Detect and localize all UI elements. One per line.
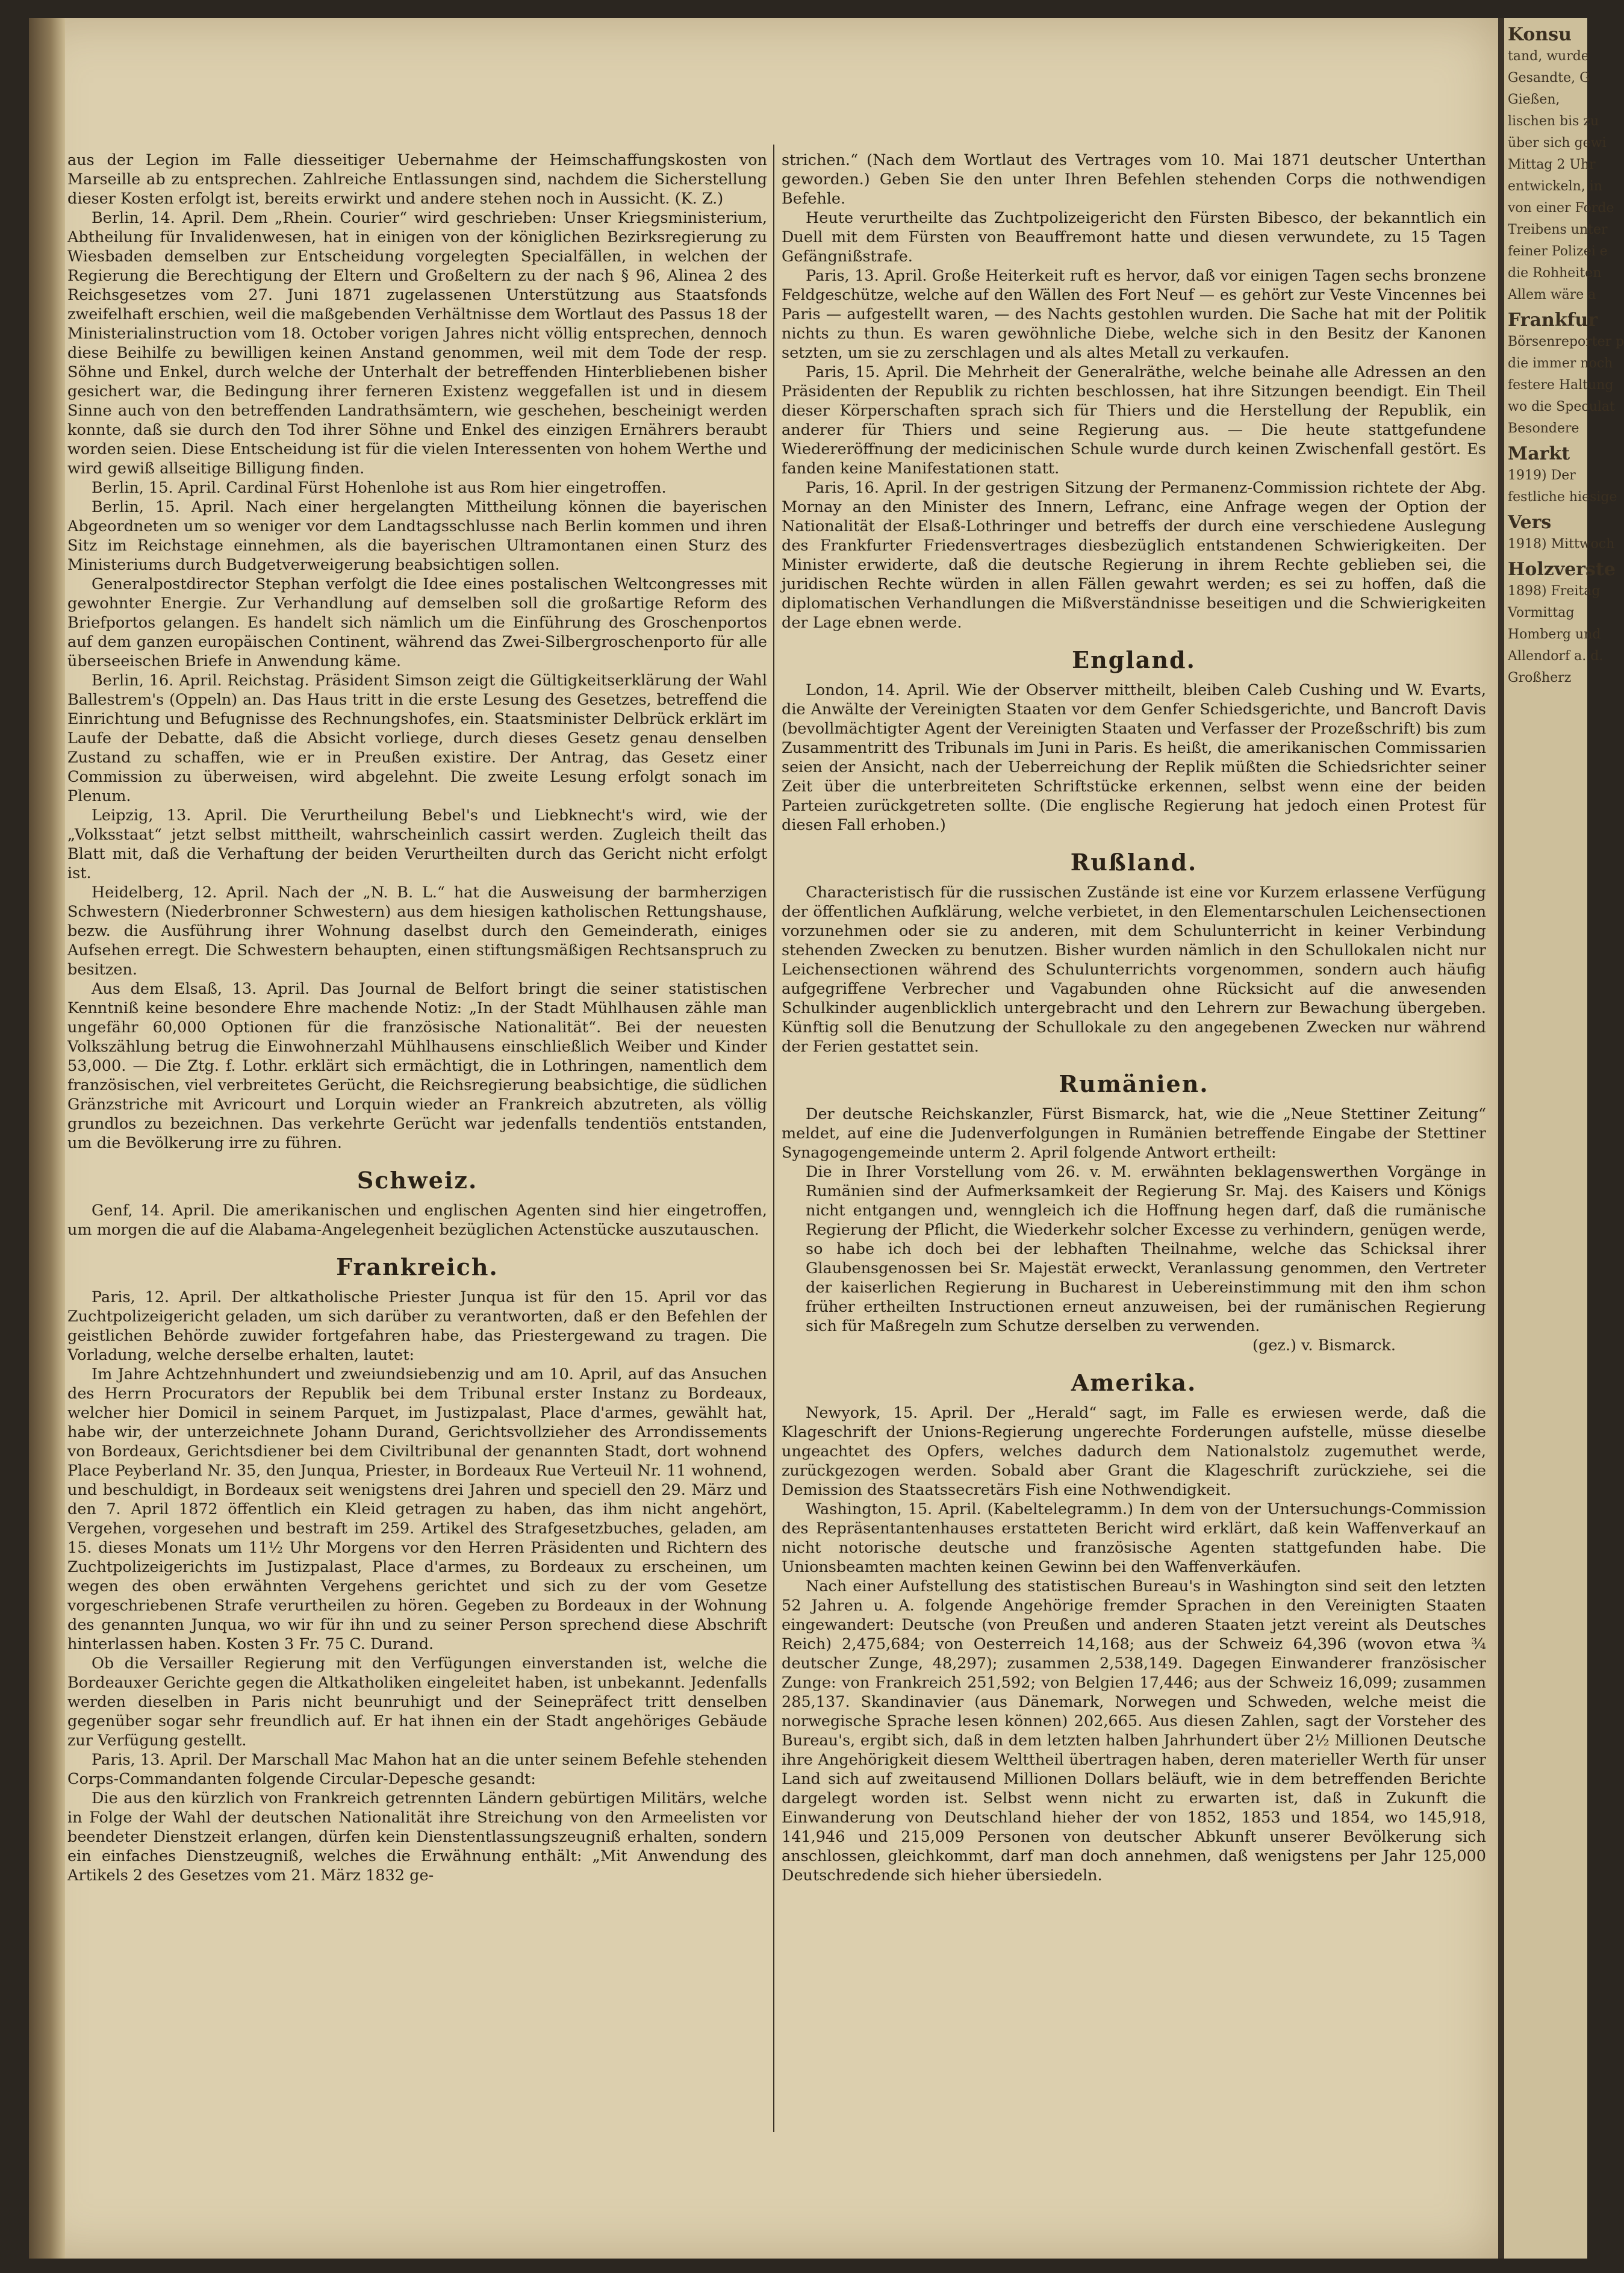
adjacent-page-edge	[1498, 18, 1624, 2259]
section-heading: Schweiz.	[356, 1167, 478, 1194]
article-paragraph: Paris, 12. April. Der altkatholische Priester Junqua ist für den 15. April vor das Zuchtpolizeigericht geladen, um sich darüber zu verantworten, daß er den Befehlen der geistlichen Behörde zuwider fortgefahren habe, das Priestergewand zu tragen. Die Vorladung, welche derselbe erhalten, lautet:	[67, 1288, 767, 1364]
article-paragraph: Aus dem Elsaß, 13. April. Das Journal de Belfort bringt die seiner statistischen Kenntniß keine besondere Ehre machende Notiz: „In der Stadt Mühlhausen zähle man ungefähr 60,000 Optionen für die französische Nationalität“. Bei der neuesten Volkszählung betrug die Einwohnerzahl Mühlhausens einschließlich Weiber und Kinder 53,000. — Die Ztg. f. Lothr. erklärt sich ermächtigt, die in Lothringen, namentlich dem französischen, viel verbreitetes Gerücht, die Reichsregierung beabsichtige, die südlichen Gränzstriche mit Avricourt und Lorquin wieder an Frankreich abzutreten, als völlig grundlos zu bezeichnen. Das verkehrte Gerücht war jedenfalls tendentiös entstanden, um die Bevölkerung irre zu führen.	[67, 980, 767, 1152]
adjacent-page-fragment: Treibens unter	[1508, 222, 1608, 237]
adjacent-page-fragment: 1919) Der	[1508, 468, 1576, 483]
article-paragraph: Berlin, 15. April. Cardinal Fürst Hohenlohe ist aus Rom hier eingetroffen.	[92, 479, 667, 497]
article-paragraph: Im Jahre Achtzehnhundert und zweiundsiebenzig und am 10. April, auf das Ansuchen des Herrn Procurators der Republik bei dem Tribunal erster Instanz zu Bordeaux, welcher hier Domicil in seinem Parquet, im Justizpalast, Place d'armes, gewählt hat, habe wir, der unterzeichnete Johann Durand, Gerichtsvollzieher des Arrondissements von Bordeaux, Gerichtsdiener bei dem Civiltribunal der genannten Stadt, dort wohnend Place Peyberland Nr. 35, den Junqua, Priester, in Bordeaux Rue Verteuil Nr. 11 wohnend, und beschuldigt, in Bordeaux seit wenigstens drei Jahren und speciell den 29. März und den 7. April 1872 öffentlich ein Kleid getragen zu haben, das ihm nicht angehört, Vergehen, vorgesehen und bestraft im 259. Artikel des Strafgesetzbuches, geladen, am 15. dieses Monats um 11½ Uhr Morgens vor den Herren Präsidenten und Richtern des Zuchtpolizeigerichts im Justizpalast, Place d'armes, zu Bordeaux zu erscheinen, um wegen des oben erwähnten Vergehens gerichtet und sich zu der vom Gesetze vorgeschriebenen Strafe verurtheilen zu hören. Gegeben zu Bordeaux in der Wohnung des genannten Junqua, wo wir für ihn und zu seiner Person sprechend diese Abschrift hinterlassen haben. Kosten 3 Fr. 75 C. Durand.	[67, 1365, 767, 1653]
article-paragraph: Berlin, 16. April. Reichstag. Präsident Simson zeigt die Gültigkeitserklärung der Wahl Ballestrem's (Oppeln) an. Das Haus tritt in die erste Lesung des Gesetzes, betreffend die Einrichtung und Befugnisse des Rechnungshofes, ein. Staatsminister Delbrück erklärt im Laufe der Debatte, daß die Absicht vorliege, durch dieses Gesetz genau denselben Zustand zu schaffen, wie er in Preußen existire. Der Antrag, das Gesetz einer Commission zu überweisen, wird abgelehnt. Die zweite Lesung erfolgt sonach im Plenum.	[67, 672, 767, 805]
adjacent-page-fragment: Mittag 2 Uhr	[1508, 157, 1596, 172]
adjacent-page-fragment: tand, wurde	[1508, 49, 1589, 64]
adjacent-page-fragment: Gießen,	[1508, 92, 1560, 107]
section-heading: Rußland.	[1070, 849, 1198, 876]
article-paragraph: Berlin, 14. April. Dem „Rhein. Courier“ wird geschrieben: Unser Kriegsministerium, Abtheilung für Invalidenwesen, hat in einigen von der königlichen Bezirksregierung zu Wiesbaden demselben zur Entscheidung vorgelegten Specialfällen, in welchen der Regierung die Berechtigung der Eltern und Großeltern zu der nach § 96, Alinea 2 des Reichsgesetzes vom 27. Juni 1871 zugelassenen Unterstützung aus Staatsfonds zweifelhaft erschien, weil die maßgebenden Verhältnisse dem Wortlaut des Passus 18 der Ministerialinstruction vom 18. October vorigen Jahres nicht völlig entsprechen, dennoch diese Beihilfe zu bewilligen keinen Anstand genommen, weil mit dem Tode der resp. Söhne und Enkel, durch welche der Unterhalt der betreffenden Hinterbliebenen bisher gesichert war, die Bedingung ihrer ferneren Existenz weggefallen ist und in diesem Sinne auch von den betreffenden Landrathsämtern, wie geschehen, bescheinigt werden konnte, daß sie durch den Tod ihrer Söhne und Enkel des einzigen Ernährers beraubt worden seien. Diese Entscheidung ist für die vielen Interessenten von hohem Werthe und wird gewiß allseitige Billigung finden.	[67, 209, 767, 478]
adjacent-page-fragment: Großherz	[1508, 670, 1572, 685]
article-paragraph: Heidelberg, 12. April. Nach der „N. B. L.“ hat die Ausweisung der barmherzigen Schwestern (Niederbronner Schwestern) aus dem hiesigen katholischen Rettungshause, bezw. die Ausführung ihrer Wohnung daselbst durch den Gemeinderath, einiges Aufsehen erregt. Die Schwestern behaupten, einen stiftungsmäßigen Rechtsanspruch zu besitzen.	[67, 884, 767, 979]
adjacent-page-fragment: Gesandte, G	[1508, 70, 1590, 86]
adjacent-page-fragment: festliche hiesige	[1508, 490, 1617, 505]
column-divider	[773, 145, 774, 2132]
adjacent-page-fragment: von einer Forde	[1508, 201, 1614, 216]
adjacent-page-fragment: festere Haltung	[1508, 378, 1614, 393]
article-paragraph: Nach einer Aufstellung des statistischen Bureau's in Washington sind seit den letzten 52 Jahren u. A. folgende Angehörige fremder Sprachen in den Vereinigten Staaten eingewandert: Deutsche (von Preußen und anderen Staaten jetzt vereint als Deutsches Reich) 2,475,684; von Oesterreich 14,168; aus der Schweiz 64,396 (wovon etwa ¾ deutscher Zunge, 48,297); zusammen 2,538,149. Dagegen Einwanderer französischer Zunge: von Frankreich 251,592; von Belgien 17,446; aus der Schweiz 16,099; zusammen 285,137. Skandinavier (aus Dänemark, Norwegen und Schweden, welche meist die norwegische Sprache lesen können) 202,665. Aus diesen Zahlen, sagt der Vorsteher des Bureau's, ergibt sich, daß in dem letzten halben Jahrhundert über 2½ Millionen Deutsche ihre Angehörigkeit diesem Welttheil übertragen haben, deren materieller Werth für unser Land sich auf zweitausend Millionen Dollars beläuft, wie in dem betreffenden Berichte dargelegt worden ist. Selbst wenn nicht zu erwarten ist, daß in Zukunft die Einwanderung von Deutschland hieher der von 1852, 1853 und 1854, wo 145,918, 141,946 und 215,009 Personen von deutscher Abkunft unserer Bevölkerung sich anschlossen, gleichkommt, darf man doch annehmen, daß wenigstens per Jahr 125,000 Deutschredende sich hieher übersiedeln.	[782, 1577, 1486, 1885]
article-paragraph: London, 14. April. Wie der Observer mittheilt, bleiben Caleb Cushing und W. Evarts, die Anwälte der Vereinigten Staaten vor dem Genfer Schiedsgerichte, und Bancroft Davis (bevollmächtigter Agent der Vereinigten Staaten und Verfasser der Prozeßschrift) bis zum Zusammentritt des Tribunals im Juni in Paris. Es heißt, die amerikanischen Commissarien seien der Ansicht, nach der Ueberreichung der Replik müßten die Schiedsrichter seiner Zeit über die unterbreiteten Schriftstücke erkennen, selbst wenn eine der beiden Parteien zurückgetreten sollte. (Die englische Regierung hat jedoch einen Protest für diesen Fall erhoben.)	[782, 681, 1486, 834]
adjacent-page-fragment: entwickeln, in	[1508, 179, 1602, 194]
article-paragraph: (gez.) v. Bismarck.	[1252, 1336, 1396, 1355]
section-heading: Amerika.	[1071, 1369, 1197, 1396]
adjacent-page-fragment: die immer noch	[1508, 356, 1613, 371]
adjacent-page-fragment: feiner Polizei e	[1508, 244, 1608, 259]
section-heading: Rumänien.	[1059, 1070, 1209, 1097]
article-paragraph: Paris, 13. April. Große Heiterkeit ruft es hervor, daß vor einigen Tagen sechs bronzene Feldgeschütze, welche auf den Wällen des Fort Neuf — es gehört zur Veste Vincennes bei Paris — aufgestellt waren, — des Nachts gestohlen wurden. Die Sache hat mit der Politik nichts zu thun. Es waren gewöhnliche Diebe, welche sich in den Besitz der Kanonen setzten, um sie zu zerschlagen und als altes Metall zu verkaufen.	[782, 267, 1486, 362]
adjacent-page-fragment: 1898) Freitag	[1508, 584, 1601, 599]
adjacent-page-fragment: Homberg und	[1508, 627, 1601, 642]
article-paragraph: Der deutsche Reichskanzler, Fürst Bismarck, hat, wie die „Neue Stettiner Zeitung“ meldet, auf eine die Judenverfolgungen in Rumänien betreffende Eingabe der Stettiner Synagogengemeinde unterm 2. April folgende Antwort ertheilt:	[782, 1105, 1486, 1162]
book-binding	[29, 18, 65, 2259]
adjacent-page-fragment: Frankfur	[1508, 310, 1598, 331]
adjacent-page-fragment: lischen bis zu	[1508, 114, 1599, 129]
article-paragraph: Paris, 16. April. In der gestrigen Sitzung der Permanenz-Commission richtete der Abg. Mornay an den Minister des Innern, Lefranc, eine Anfrage wegen der Option der Nationalität der Elsaß-Lothringer und betreffs der durch eine verschiedene Auslegung des Frankfurter Friedensvertrages diesbezüglich entstandenen Schwierigkeiten. Der Minister erwiderte, daß die deutsche Regierung in ihrem Rechte geblieben sei, die juridischen Rechte würden in allen Fällen gewahrt werden; es sei zu hoffen, daß die diplomatischen Verhandlungen die Mißverständnisse beseitigen und die Schwierigkeiten der Lage ebnen werde.	[782, 479, 1486, 632]
article-paragraph: Ob die Versailler Regierung mit den Verfügungen einverstanden ist, welche die Bordeauxer Gerichte gegen die Altkatholiken eingeleitet haben, ist unbekannt. Jedenfalls werden dieselben in Paris nicht beunruhigt und der Seinepräfect tritt denselben gegenüber sogar sehr freundlich auf. Er hat ihnen ein der Stadt angehöriges Gebäude zur Verfügung gestellt.	[67, 1654, 767, 1750]
article-paragraph: strichen.“ (Nach dem Wortlaut des Vertrages vom 10. Mai 1871 deutscher Unterthan geworden.) Geben Sie den unter Ihren Befehlen stehenden Corps die nothwendigen Befehle.	[782, 151, 1486, 208]
article-paragraph: Die in Ihrer Vorstellung vom 26. v. M. erwähnten beklagenswerthen Vorgänge in Rumänien sind der Aufmerksamkeit der Regierung Sr. Maj. des Kaisers und Königs nicht entgangen und, wenngleich ich die Hoffnung hegen darf, daß die rumänische Regierung der Pflicht, die Wiederkehr solcher Excesse zu verhindern, genügen werde, so habe ich doch bei der lebhaften Theilnahme, welche das Schicksal ihrer Glaubensgenossen bei Sr. Majestät erweckt, Veranlassung genommen, den Vertreter der kaiserlichen Regierung in Bucharest in Uebereinstimmung mit den ihm schon früher ertheilten Instructionen erneut anzuweisen, bei der rumänischen Regierung sich für Maßregeln zum Schutze derselben zu verwenden.	[806, 1163, 1486, 1335]
adjacent-page-fragment: wo die Speculat	[1508, 399, 1615, 414]
adjacent-page-fragment: Holzverste	[1508, 559, 1616, 580]
adjacent-page-fragment: 1918) Mittwoch	[1508, 537, 1615, 552]
adjacent-page-fragment: die Rohheiten	[1508, 266, 1602, 281]
adjacent-page-fragment: über sich gewi	[1508, 136, 1607, 151]
article-paragraph: Washington, 15. April. (Kabeltelegramm.) In dem von der Untersuchungs-Commission des Repräsentantenhauses erstatteten Bericht wird erklärt, daß kein Waffenverkauf an nicht notorische deutsche und französische Agenten stattgefunden habe. Die Unionsbeamten machten keinen Gewinn bei den Waffenverkäufen.	[782, 1500, 1486, 1576]
section-heading: England.	[1072, 646, 1196, 673]
adjacent-page-fragment: Allem wäre a	[1508, 287, 1596, 302]
article-paragraph: Die aus den kürzlich von Frankreich getrennten Ländern gebürtigen Militärs, welche in Folge der Wahl der deutschen Nationalität ihre Streichung von den Armeelisten vor beendeter Dienstzeit erlangen, dürfen kein Dienstentlassungszeugniß erhalten, sondern ein einfaches Dienstzeugniß, welches die Erwähnung enthält: „Mit Anwendung des Artikels 2 des Gesetzes vom 21. März 1832 ge-	[67, 1789, 767, 1885]
article-paragraph: Newyork, 15. April. Der „Herald“ sagt, im Falle es erwiesen werde, daß die Klageschrift der Unions-Regierung ungerechte Forderungen aufstelle, müsse dieselbe ungeachtet des Opfers, welches dadurch dem Nationalstolz zugemuthet werde, zurückgezogen werden. Sobald aber Grant die Klageschrift zurückziehe, sei die Demission des Staatssecretärs Fish eine Nothwendigkeit.	[782, 1404, 1486, 1499]
adjacent-page-fragment: Börsenreporter p	[1508, 334, 1624, 349]
article-paragraph: Leipzig, 13. April. Die Verurtheilung Bebel's und Liebknecht's wird, wie der „Volksstaat“ jetzt selbst mittheilt, wahrscheinlich cassirt werden. Zugleich theilt das Blatt mit, daß die Verhaftung der beiden Verurtheilten durch das Gericht nicht erfolgt ist.	[67, 806, 767, 882]
adjacent-page-fragment: Vormittag	[1508, 605, 1575, 620]
article-paragraph: Genf, 14. April. Die amerikanischen und englischen Agenten sind hier eingetroffen, um morgen die auf die Alabama-Angelegenheit bezüglichen Actenstücke auszutauschen.	[67, 1202, 767, 1239]
adjacent-page-fragment: Allendorf a. d.	[1508, 649, 1604, 664]
adjacent-page-fragment: Konsu	[1508, 24, 1572, 45]
article-paragraph: Characteristisch für die russischen Zustände ist eine vor Kurzem erlassene Verfügung der öffentlichen Aufklärung, welche verbietet, in den Elementarschulen Leichensectionen vorzunehmen oder sie zu anderen, mit dem Schulunterricht in keiner Verbindung stehenden Zwecken zu benutzen. Bisher wurden nämlich in den Schullokalen nicht nur Leichensectionen während des Schulunterrichts vorgenommen, sondern auch häufig aufgegriffene Verbrecher und Vagabunden ohne Rücksicht auf die anwesenden Schulkinder augenblicklich untergebracht und den Lehrern zur Bewachung übergeben. Künftig soll die Benutzung der Schullokale zu den angegebenen Zwecken nur während der Ferien gestattet sein.	[782, 884, 1486, 1056]
article-paragraph: Paris, 15. April. Die Mehrheit der Generalräthe, welche beinahe alle Adressen an den Präsidenten der Republik zu richten beschlossen, hat ihre Sitzungen beendigt. Ein Theil dieser Körperschaften sprach sich für Thiers und die Herstellung der Republik, ein anderer für Thiers und seine Regierung aus. — Die heute stattgefundene Wiedereröffnung der medicinischen Schule wurde durch keinen Zwischenfall gestört. Es fanden keine Manifestationen statt.	[782, 363, 1486, 478]
article-paragraph: Paris, 13. April. Der Marschall Mac Mahon hat an die unter seinem Befehle stehenden Corps-Commandanten folgende Circular-Depesche gesandt:	[67, 1751, 767, 1788]
article-paragraph: Generalpostdirector Stephan verfolgt die Idee eines postalischen Weltcongresses mit gewohnter Energie. Zur Verhandlung auf demselben soll die großartige Reform des Briefportos gelangen. Es handelt sich nämlich um die Einführung des Groschenportos auf dem ganzen europäischen Continent, während das Zwei-Silbergroschenporto für alle überseeischen Briefe in Anwendung käme.	[67, 575, 767, 670]
article-paragraph: Berlin, 15. April. Nach einer hergelangten Mittheilung können die bayerischen Abgeordneten um so weniger vor dem Landtagsschlusse nach Berlin kommen und ihren Sitz im Reichstage einnehmen, als die bayerischen Ultramontanen einen Sturz des Ministeriums durch Budgetverweigerung beabsichtigen sollen.	[67, 498, 767, 574]
adjacent-page-fragment: Besondere	[1508, 421, 1579, 436]
left-column	[67, 151, 767, 1885]
adjacent-page-fragment: Markt	[1508, 443, 1570, 464]
article-paragraph: Heute verurtheilte das Zuchtpolizeigericht den Fürsten Bibesco, der bekanntlich ein Duell mit dem Fürsten von Beauffremont hatte und diesen verwundete, zu 15 Tagen Gefängnißstrafe.	[782, 209, 1486, 266]
adjacent-page-fragment: Vers	[1508, 512, 1552, 533]
section-heading: Frankreich.	[336, 1253, 499, 1280]
article-paragraph: aus der Legion im Falle diesseitiger Uebernahme der Heimschaffungskosten von Marseille ab zu entsprechen. Zahlreiche Entlassungen sind, nachdem die Sicherstellung dieser Kosten erfolgt ist, bereits erwirkt und andere stehen noch in Aussicht. (K. Z.)	[67, 151, 767, 208]
right-column	[782, 151, 1486, 1885]
